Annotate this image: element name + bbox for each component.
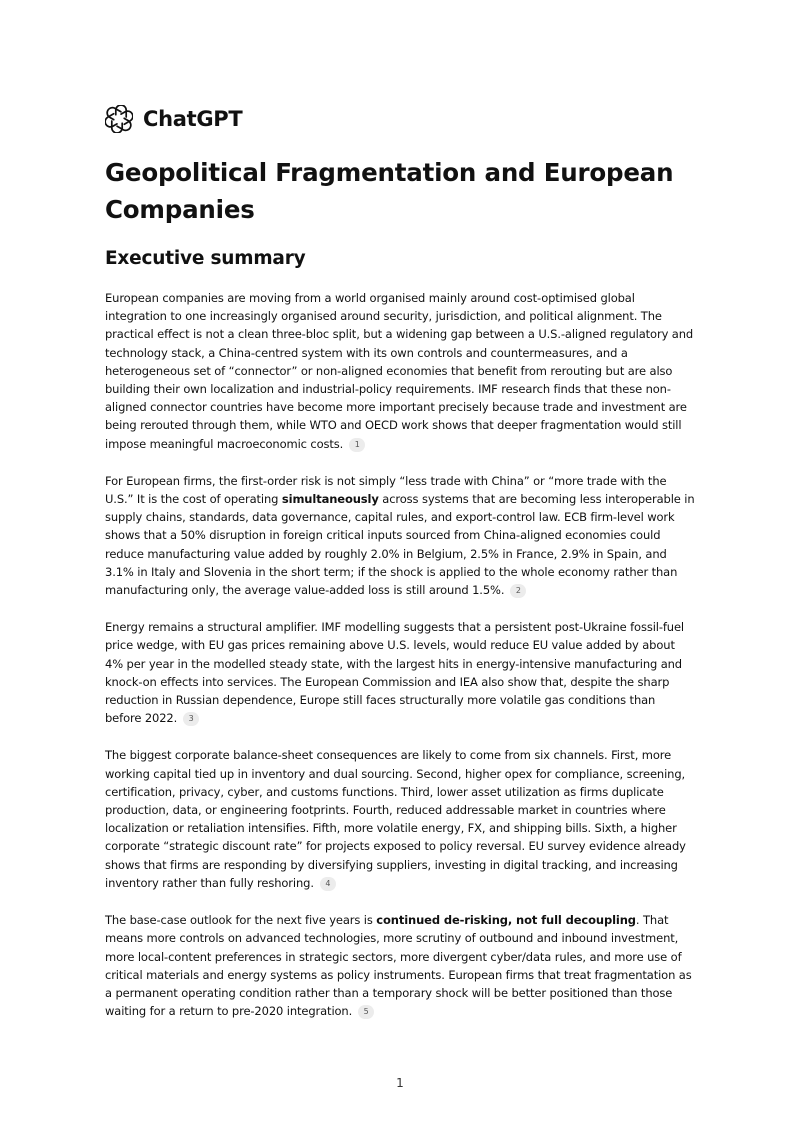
citation-badge[interactable]: 1 [349,438,365,452]
openai-logo-icon [105,105,133,133]
summary-paragraph-2 [105,472,695,599]
emphasis-text: continued de-risking, not full decoupling [376,913,636,928]
summary-paragraph-4 [105,746,695,892]
paragraph-text: For European firms, the first-order risk is not simply “less trade with China” or “more trade with the U.S.” It is the cost of operating [105,473,667,507]
paragraph-text: European companies are moving from a world organised mainly around cost-optimised global integration to one increasingly organised around security, jurisdiction, and political alignment. The practical effect is not a clean three-bloc split, but a widening gap between a U.S.-aligned regulatory and technology stack, a China-centred system with its own controls and countermeasures, and a heterogeneous set of “connector” or non-aligned economies that benefit from rerouting but are also building their own localization and industrial-policy requirements. IMF research finds that these non-aligned connector countries have become more important precisely because trade and investment are being rerouted through them, while WTO and OECD work shows that deeper fragmentation would still impose meaningful macroeconomic costs. [105,291,694,451]
paragraph-text: The biggest corporate balance-sheet consequences are likely to come from six channels. First, more working capital tied up in inventory and dual sourcing. Second, higher opex for compliance, screening, certification, privacy, cyber, and customs functions. Third, lower asset utilization as firms duplicate production, data, or engineering footprints. Fourth, reduced addressable market in countries where localization or retaliation intensifies. Fifth, more volatile energy, FX, and shipping bills. Sixth, a higher corporate “strategic discount rate” for projects exposed to policy reversal. EU survey evidence already shows that firms are responding by diversifying suppliers, investing in digital tracking, and increasing inventory rather than fully reshoring. [105,748,686,890]
summary-paragraph-1 [105,289,695,453]
paragraph-text: Energy remains a structural amplifier. IMF modelling suggests that a persistent post-Ukraine fossil-fuel price wedge, with EU gas prices remaining above U.S. levels, would reduce EU value added by about 4% per year in the modelled steady state, with the largest hits in energy-intensive manufacturing and knock-on effects into services. The European Commission and IEA also show that, despite the sharp reduction in Russian dependence, Europe still faces structurally more volatile gas conditions than before 2022. [105,620,685,726]
citation-badge[interactable]: 3 [183,712,199,726]
citation-badge[interactable]: 4 [320,877,336,891]
summary-paragraph-3 [105,618,695,727]
page-number: 1 [396,1076,404,1090]
brand-header [105,104,695,134]
brand-name: ChatGPT [143,107,243,131]
citation-badge[interactable]: 5 [358,1005,374,1019]
section-heading: Executive summary [105,248,306,269]
paragraph-text: across systems that are becoming less interoperable in supply chains, standards, data governance, capital rules, and export-control law. ECB firm-level work shows that a 50% disruption in foreign critical inputs sourced from China-aligned economies could reduce manufacturing value added by roughly 2.0% in Belgium, 2.5% in France, 2.9% in Spain, and 3.1% in Italy and Slovenia in the short term; if the shock is applied to the whole economy rather than manufacturing only, the average value-added loss is still around 1.5%. [105,492,695,598]
document-title: Geopolitical Fragmentation and European Companies [105,158,674,224]
citation-badge[interactable]: 2 [510,584,526,598]
paragraph-text: The base-case outlook for the next five years is [105,913,377,928]
emphasis-text: simultaneously [281,492,379,507]
paragraph-text: . That means more controls on advanced technologies, more scrutiny of outbound and inbound investment, more local-content preferences in strategic sectors, more divergent cyber/data rules, and more use of critical materials and energy systems as policy instruments. European firms that treat fragmentation as a permanent operating condition rather than a temporary shock will be better positioned than those waiting for a return to pre-2020 integration. [105,913,692,1019]
document-page [105,104,695,1020]
summary-paragraph-5 [105,911,695,1020]
